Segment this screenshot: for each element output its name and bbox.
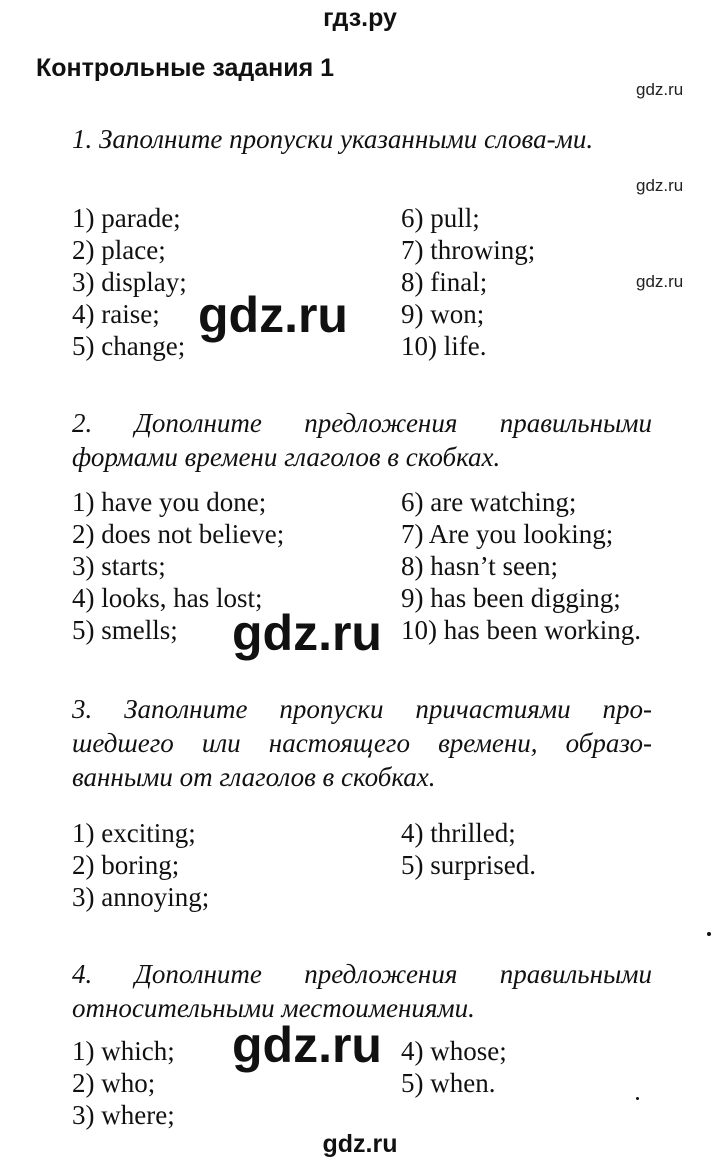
site-header-label: гдз.ру xyxy=(323,4,397,32)
task-2-title: 2. Дополните предложения правильными формами времени глаголов в скобках. xyxy=(72,408,652,472)
page-heading: Контрольные задания 1 xyxy=(36,54,335,82)
task-1-answers-right xyxy=(401,202,535,362)
answer-item: 10) has been working. xyxy=(401,615,641,645)
answer-item: 10) life. xyxy=(401,331,487,361)
task-3-answers-right xyxy=(401,817,536,881)
answer-item: 5) surprised. xyxy=(401,850,536,880)
answer-item: 5) smells; xyxy=(72,615,178,645)
answer-item: 2) place; xyxy=(72,235,166,265)
answer-item: 6) are watching; xyxy=(401,487,577,517)
answer-item: 7) Are you looking; xyxy=(401,519,614,549)
task-3-answers-left xyxy=(72,817,209,913)
answer-item: 9) won; xyxy=(401,299,485,329)
task-4-answers-left xyxy=(72,1035,175,1131)
answer-item: 8) final; xyxy=(401,267,488,297)
task-4-answers-right xyxy=(401,1035,507,1099)
task-3-title: 3. Заполните пропуски причастиями про-шедшего или настоящего времени, образо-ванными от глаголов в скобках. xyxy=(72,694,652,792)
task-1-title: 1. Заполните пропуски указанными слова-ми. xyxy=(72,124,594,154)
watermark-large: gdz.ru xyxy=(232,605,382,661)
task-4-title: 4. Дополните предложения правильными относительными местоимениями. xyxy=(72,959,652,1023)
answer-item: 2) who; xyxy=(72,1068,156,1098)
answer-item: 6) pull; xyxy=(401,203,480,233)
answer-item: 4) raise; xyxy=(72,299,160,329)
answer-item: 4) looks, has lost; xyxy=(72,583,263,613)
answer-item: 3) display; xyxy=(72,267,187,297)
task-2-answers-right xyxy=(401,486,641,646)
site-footer-label: gdz.ru xyxy=(322,1130,398,1158)
watermark-small: gdz.ru xyxy=(636,80,684,99)
watermark-small: gdz.ru xyxy=(636,272,684,291)
answer-item: 7) throwing; xyxy=(401,235,536,265)
watermark-small: gdz.ru xyxy=(636,176,684,195)
answer-item: 2) does not believe; xyxy=(72,519,285,549)
answer-item: 2) boring; xyxy=(72,850,180,880)
answer-item: 4) thrilled; xyxy=(401,818,516,848)
answer-item: 1) parade; xyxy=(72,203,181,233)
answer-item: 9) has been digging; xyxy=(401,583,621,613)
answer-item: 1) which; xyxy=(72,1036,175,1066)
answer-item: 3) annoying; xyxy=(72,882,210,912)
answer-item: 5) when. xyxy=(401,1068,496,1098)
answer-item: 5) change; xyxy=(72,331,186,361)
answer-item: 3) starts; xyxy=(72,551,166,581)
task-1-answers-left xyxy=(72,202,187,362)
scan-speck xyxy=(707,932,711,936)
scan-speck xyxy=(636,1097,639,1100)
watermark-large: gdz.ru xyxy=(232,1017,382,1073)
answer-item: 8) hasn’t seen; xyxy=(401,551,558,581)
watermark-large: gdz.ru xyxy=(198,287,348,343)
answer-item: 4) whose; xyxy=(401,1036,507,1066)
answer-item: 3) where; xyxy=(72,1100,175,1130)
answer-item: 1) have you done; xyxy=(72,487,267,517)
answer-item: 1) exciting; xyxy=(72,818,196,848)
